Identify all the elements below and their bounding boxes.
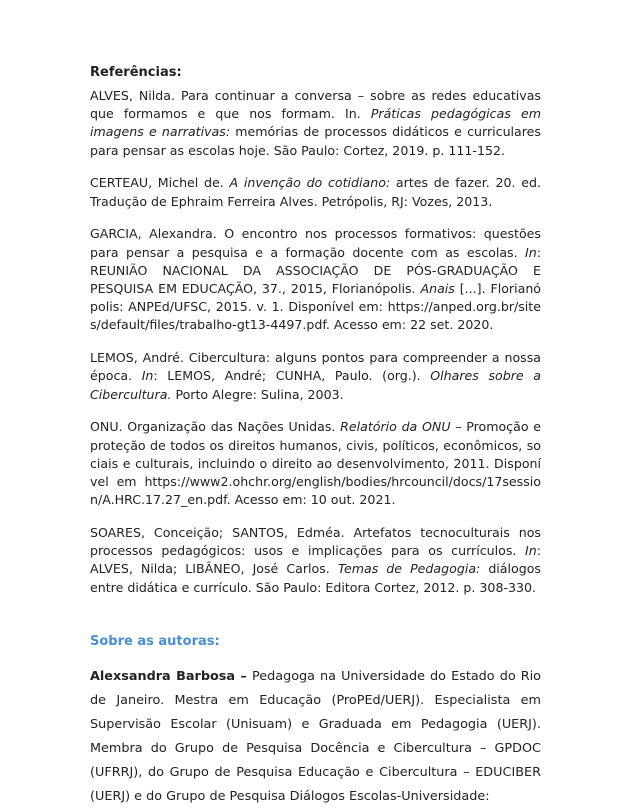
- references-heading: Referências:: [90, 65, 182, 80]
- reference-text: ONU. Organização das Nações Unidas.: [90, 419, 341, 435]
- reference-text: [...]. Florianópolis: ANPEd/UFSC, 2015. v. 1. Disponível em: https://anped.org.br/sites/default/files/trabalho-gt13-4497.pdf. Acesso em: 22 set. 2020.: [90, 281, 541, 333]
- reference-certeau: [90, 174, 541, 210]
- author-bio: [90, 665, 541, 809]
- reference-garcia: [90, 225, 541, 334]
- reference-text: LEMOS, André. Cibercultura: alguns pontos para compreender a nossa época.: [90, 350, 541, 384]
- reference-title: Relatório da ONU: [340, 419, 451, 435]
- reference-text: : ALVES, Nilda; LIBÂNEO, José Carlos.: [90, 543, 541, 577]
- reference-soares: [90, 524, 541, 597]
- reference-title: Anais: [420, 281, 455, 297]
- reference-text: diálogos entre didática e currículo. São Paulo: Editora Cortez, 2012. p. 308-330.: [90, 561, 541, 595]
- reference-onu: [90, 418, 541, 509]
- reference-in: In: [141, 368, 154, 384]
- document-page: [90, 63, 541, 809]
- reference-title: Olhares sobre a Cibercultura.: [90, 368, 541, 402]
- reference-title: A invenção do cotidiano:: [229, 175, 391, 191]
- reference-title: Práticas pedagógicas em imagens e narrativas:: [90, 106, 542, 140]
- reference-text: Porto Alegre: Sulina, 2003.: [171, 386, 344, 402]
- reference-text: GARCIA, Alexandra. O encontro nos processos formativos: questões para pensar a pesquisa e a formação docente com as escolas.: [90, 226, 541, 260]
- author-name: Alexsandra Barbosa –: [90, 668, 247, 684]
- reference-text: CERTEAU, Michel de.: [90, 175, 230, 191]
- reference-in: In: [525, 244, 537, 260]
- reference-alves: [90, 87, 541, 160]
- author-bio-text: Pedagoga na Universidade do Estado do Rio de Janeiro. Mestra em Educação (ProPEd/UERJ). Especialista em Supervisão Escolar (Unisuam) e Graduada em Pedagogia (UERJ). Membra do Grupo de Pesquisa Docência e Cibercultura – GPDOC (UFRRJ), do Grupo de Pesquisa Educação e Cibercultura – EDUCIBER (UERJ) e do Grupo de Pesquisa Diálogos Escolas-Universidade:: [90, 668, 541, 804]
- authors-section-title: Sobre as autoras:: [90, 633, 220, 649]
- reference-lemos: [90, 349, 541, 404]
- reference-text: : LEMOS, André; CUNHA, Paulo. (org.).: [153, 368, 431, 384]
- reference-title: Temas de Pedagogia:: [337, 561, 481, 577]
- reference-text: ALVES, Nilda. Para continuar a conversa – sobre as redes educativas que formamos e que nos formam. In.: [90, 88, 541, 122]
- reference-text: SOARES, Conceição; SANTOS, Edméa. Artefatos tecnoculturais nos processos pedagógicos: usos e implicações para os currículos.: [90, 525, 541, 559]
- reference-text: – Promoção e proteção de todos os direitos humanos, civis, políticos, econômicos, sociais e culturais, incluindo o direito ao desenvolvimento, 2011. Disponível em https://www2.ohchr.org/english/bodies/hrcouncil/docs/17session/A.HRC.17.27_en.pdf. Acesso em: 10 out. 2021.: [90, 419, 541, 508]
- references-list: [90, 87, 541, 597]
- reference-text: : REUNIÃO NACIONAL DA ASSOCIAÇÃO DE PÓS-GRADUAÇÃO E PESQUISA EM EDUCAÇÃO, 37., 2015, Florianópolis.: [90, 244, 541, 297]
- reference-text: artes de fazer. 20. ed. Tradução de Ephraim Ferreira Alves. Petrópolis, RJ: Vozes, 2013.: [90, 175, 541, 209]
- reference-text: memórias de processos didáticos e curriculares para pensar as escolas hoje. São Paulo: Cortez, 2019. p. 111-152.: [90, 124, 541, 158]
- reference-in: In: [525, 543, 537, 559]
